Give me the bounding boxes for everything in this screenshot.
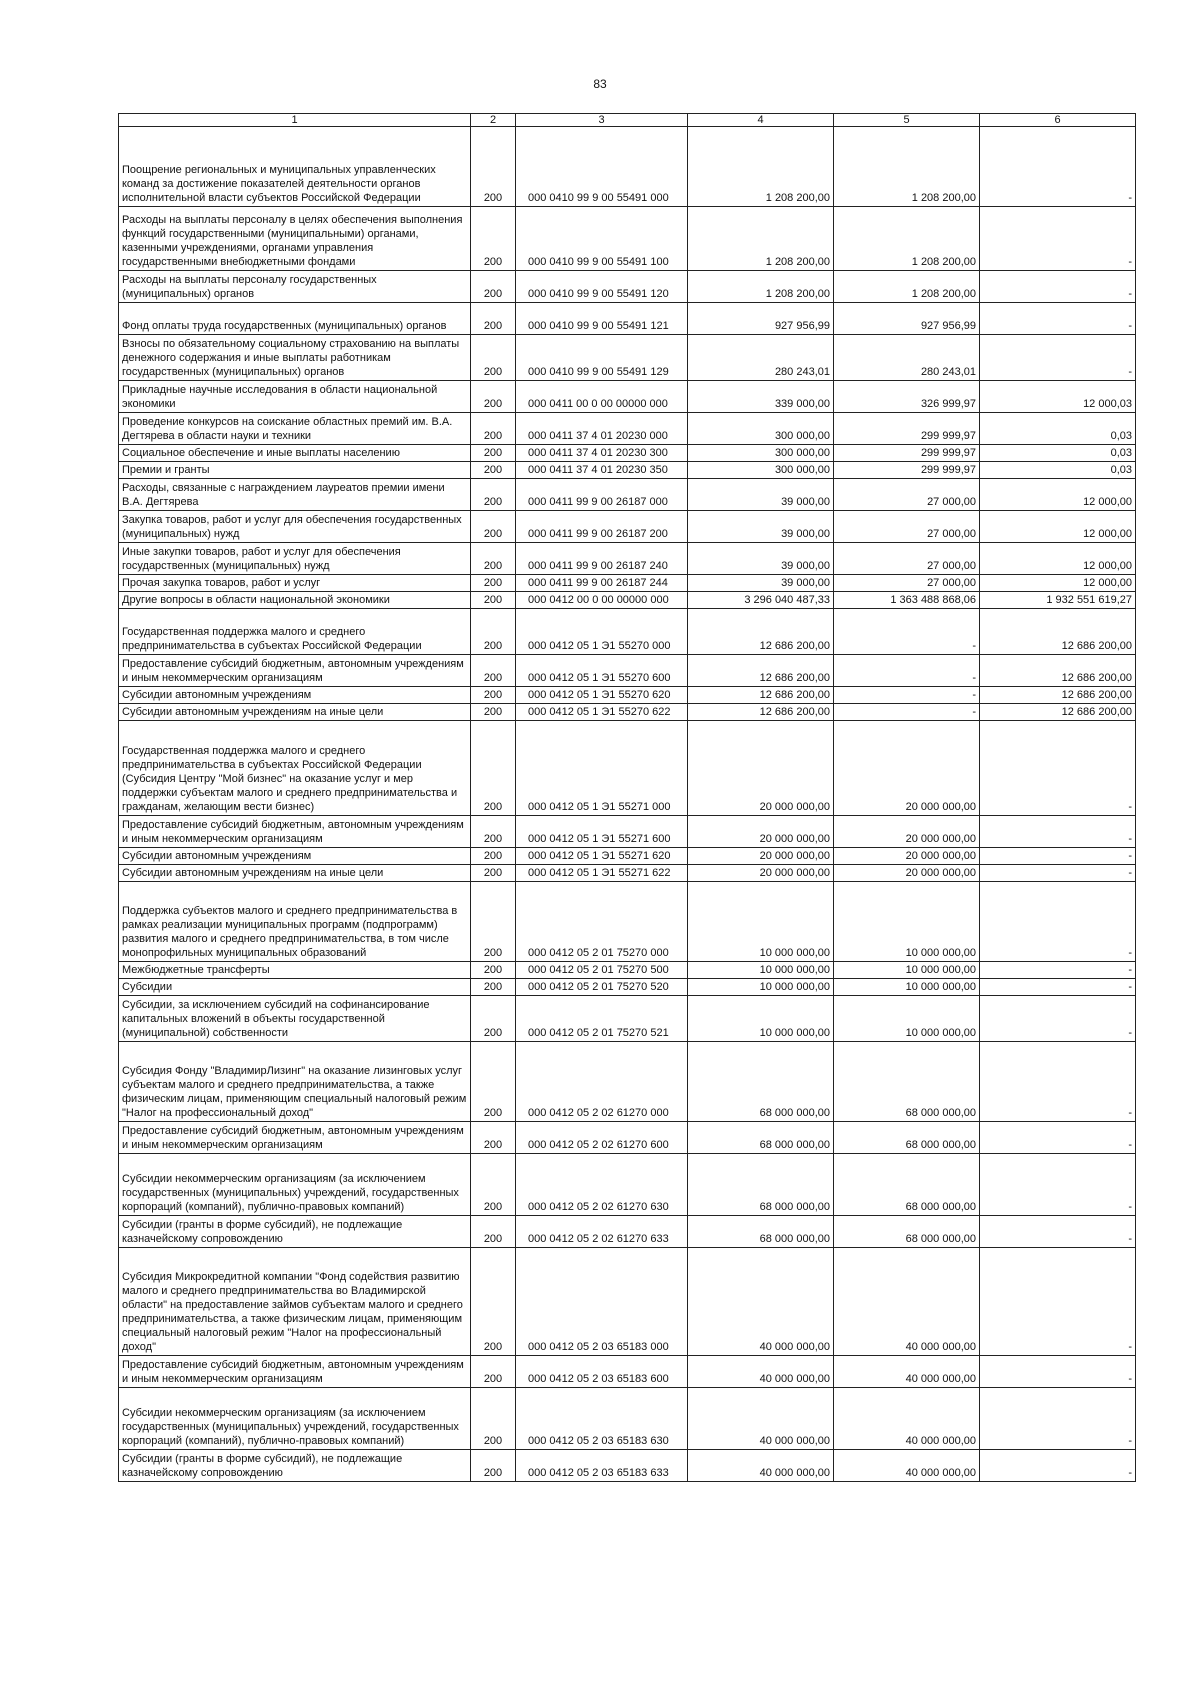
row-col4: 20 000 000,00	[688, 816, 834, 848]
table-row	[119, 592, 1136, 609]
row-col5: 27 000,00	[834, 543, 980, 575]
row-name: Поощрение региональных и муниципальных управленческих команд за достижение показателей деятельности органов исполнительной власти субъектов Российской Федерации	[119, 127, 471, 207]
row-col4: 20 000 000,00	[688, 721, 834, 816]
row-code: 200	[471, 882, 516, 962]
row-kbk: 000 0411 99 9 00 26187 200	[516, 511, 688, 543]
row-col6: -	[980, 1216, 1136, 1248]
row-code: 200	[471, 609, 516, 655]
row-col5: 27 000,00	[834, 479, 980, 511]
table-row	[119, 655, 1136, 687]
row-name: Предоставление субсидий бюджетным, автономным учреждениям и иным некоммерческим организациям	[119, 1356, 471, 1388]
row-col5: 20 000 000,00	[834, 816, 980, 848]
row-col4: 39 000,00	[688, 575, 834, 592]
row-col6: -	[980, 127, 1136, 207]
row-name: Поддержка субъектов малого и среднего предпринимательства в рамках реализации муниципальных программ (подпрограмм) развития малого и среднего предпринимательства, в том числе монопрофильных муниципальных образований	[119, 882, 471, 962]
row-name: Премии и гранты	[119, 462, 471, 479]
row-name: Расходы на выплаты персоналу государственных (муниципальных) органов	[119, 271, 471, 303]
row-kbk: 000 0412 05 2 01 75270 521	[516, 996, 688, 1042]
row-col4: 68 000 000,00	[688, 1122, 834, 1154]
column-header: 6	[980, 114, 1136, 127]
row-col6: 1 932 551 619,27	[980, 592, 1136, 609]
row-col4: 3 296 040 487,33	[688, 592, 834, 609]
row-col5: -	[834, 655, 980, 687]
row-col6: -	[980, 816, 1136, 848]
table-row	[119, 1122, 1136, 1154]
row-name: Субсидии некоммерческим организациям (за исключением государственных (муниципальных) учреждений, государственных корпораций (компаний), публично-правовых компаний)	[119, 1388, 471, 1450]
row-col4: 10 000 000,00	[688, 962, 834, 979]
row-col6: 12 686 200,00	[980, 609, 1136, 655]
row-kbk: 000 0412 05 1 Э1 55270 600	[516, 655, 688, 687]
row-code: 200	[471, 207, 516, 271]
row-name: Предоставление субсидий бюджетным, автономным учреждениям и иным некоммерческим организациям	[119, 1122, 471, 1154]
row-name: Субсидии автономным учреждениям	[119, 848, 471, 865]
row-col6: -	[980, 335, 1136, 381]
row-code: 200	[471, 655, 516, 687]
table-row	[119, 1356, 1136, 1388]
page-number: 83	[593, 77, 607, 91]
table-row	[119, 609, 1136, 655]
row-name: Расходы, связанные с награждением лауреатов премии имени В.А. Дегтярева	[119, 479, 471, 511]
row-col5: 20 000 000,00	[834, 848, 980, 865]
column-header: 5	[834, 114, 980, 127]
table-row	[119, 1216, 1136, 1248]
table-row	[119, 335, 1136, 381]
column-header: 3	[516, 114, 688, 127]
row-name: Прочая закупка товаров, работ и услуг	[119, 575, 471, 592]
row-code: 200	[471, 381, 516, 413]
row-kbk: 000 0411 99 9 00 26187 244	[516, 575, 688, 592]
row-col6: 12 000,03	[980, 381, 1136, 413]
row-col6: -	[980, 271, 1136, 303]
row-code: 200	[471, 721, 516, 816]
row-col5: 68 000 000,00	[834, 1042, 980, 1122]
row-name: Фонд оплаты труда государственных (муниципальных) органов	[119, 303, 471, 335]
row-col5: -	[834, 704, 980, 721]
table-row	[119, 303, 1136, 335]
row-name: Межбюджетные трансферты	[119, 962, 471, 979]
row-col5: 299 999,97	[834, 413, 980, 445]
row-col5: 68 000 000,00	[834, 1122, 980, 1154]
table-row	[119, 127, 1136, 207]
row-code: 200	[471, 816, 516, 848]
row-col4: 40 000 000,00	[688, 1248, 834, 1356]
row-kbk: 000 0410 99 9 00 55491 129	[516, 335, 688, 381]
row-col6: 12 686 200,00	[980, 655, 1136, 687]
row-col5: 280 243,01	[834, 335, 980, 381]
row-col4: 10 000 000,00	[688, 996, 834, 1042]
row-name: Закупка товаров, работ и услуг для обеспечения государственных (муниципальных) нужд	[119, 511, 471, 543]
row-col6: -	[980, 721, 1136, 816]
row-col4: 12 686 200,00	[688, 687, 834, 704]
row-kbk: 000 0412 05 2 03 65183 000	[516, 1248, 688, 1356]
table-row	[119, 207, 1136, 271]
row-col5: 20 000 000,00	[834, 865, 980, 882]
row-col4: 12 686 200,00	[688, 704, 834, 721]
row-col6: -	[980, 979, 1136, 996]
row-code: 200	[471, 575, 516, 592]
row-name: Субсидия Фонду "ВладимирЛизинг" на оказание лизинговых услуг субъектам малого и среднего предпринимательства, а также физическим лицам, применяющим специальный налоговый режим "Налог на профессиональный доход"	[119, 1042, 471, 1122]
row-code: 200	[471, 1388, 516, 1450]
row-kbk: 000 0412 05 2 01 75270 500	[516, 962, 688, 979]
row-col5: 1 363 488 868,06	[834, 592, 980, 609]
row-col5: 299 999,97	[834, 445, 980, 462]
row-code: 200	[471, 479, 516, 511]
row-col4: 1 208 200,00	[688, 127, 834, 207]
table-row	[119, 962, 1136, 979]
row-col6: -	[980, 207, 1136, 271]
row-name: Предоставление субсидий бюджетным, автономным учреждениям и иным некоммерческим организациям	[119, 816, 471, 848]
row-code: 200	[471, 511, 516, 543]
row-kbk: 000 0412 05 2 01 75270 520	[516, 979, 688, 996]
table-row	[119, 271, 1136, 303]
row-col6: -	[980, 1042, 1136, 1122]
row-col4: 10 000 000,00	[688, 882, 834, 962]
row-col5: 27 000,00	[834, 511, 980, 543]
table-row	[119, 1248, 1136, 1356]
row-col4: 12 686 200,00	[688, 655, 834, 687]
row-code: 200	[471, 979, 516, 996]
row-col6: 12 686 200,00	[980, 704, 1136, 721]
table-row	[119, 413, 1136, 445]
row-kbk: 000 0412 05 2 03 65183 600	[516, 1356, 688, 1388]
row-col4: 1 208 200,00	[688, 207, 834, 271]
row-kbk: 000 0411 37 4 01 20230 350	[516, 462, 688, 479]
table-row	[119, 865, 1136, 882]
table-row	[119, 1154, 1136, 1216]
table-row	[119, 704, 1136, 721]
row-name: Субсидии автономным учреждениям	[119, 687, 471, 704]
column-header: 2	[471, 114, 516, 127]
row-col6: -	[980, 962, 1136, 979]
row-col6: -	[980, 1122, 1136, 1154]
row-kbk: 000 0412 05 2 02 61270 633	[516, 1216, 688, 1248]
row-col5: 1 208 200,00	[834, 207, 980, 271]
row-col6: -	[980, 882, 1136, 962]
table-row	[119, 511, 1136, 543]
row-col5: -	[834, 609, 980, 655]
row-col6: -	[980, 1450, 1136, 1482]
row-col6: 12 000,00	[980, 575, 1136, 592]
row-col5: 1 208 200,00	[834, 271, 980, 303]
row-code: 200	[471, 303, 516, 335]
row-code: 200	[471, 1154, 516, 1216]
table-row	[119, 996, 1136, 1042]
table-row	[119, 1450, 1136, 1482]
row-col6: -	[980, 1388, 1136, 1450]
row-col5: 927 956,99	[834, 303, 980, 335]
row-col5: 1 208 200,00	[834, 127, 980, 207]
row-code: 200	[471, 445, 516, 462]
row-col5: 299 999,97	[834, 462, 980, 479]
row-col4: 40 000 000,00	[688, 1450, 834, 1482]
row-col6: 12 000,00	[980, 543, 1136, 575]
table-row	[119, 381, 1136, 413]
row-col5: 40 000 000,00	[834, 1248, 980, 1356]
row-col5: 68 000 000,00	[834, 1154, 980, 1216]
row-col6: -	[980, 865, 1136, 882]
table-row	[119, 816, 1136, 848]
row-name: Субсидии некоммерческим организациям (за исключением государственных (муниципальных) учреждений, государственных корпораций (компаний), публично-правовых компаний)	[119, 1154, 471, 1216]
row-col5: 20 000 000,00	[834, 721, 980, 816]
row-col6: 12 686 200,00	[980, 687, 1136, 704]
header-row	[119, 114, 1136, 127]
row-col4: 300 000,00	[688, 413, 834, 445]
row-col4: 20 000 000,00	[688, 848, 834, 865]
row-kbk: 000 0412 05 1 Э1 55270 620	[516, 687, 688, 704]
row-col6: -	[980, 1356, 1136, 1388]
row-kbk: 000 0410 99 9 00 55491 100	[516, 207, 688, 271]
row-col4: 68 000 000,00	[688, 1216, 834, 1248]
row-code: 200	[471, 687, 516, 704]
row-kbk: 000 0410 99 9 00 55491 121	[516, 303, 688, 335]
row-name: Иные закупки товаров, работ и услуг для обеспечения государственных (муниципальных) нужд	[119, 543, 471, 575]
row-col4: 39 000,00	[688, 543, 834, 575]
table-row	[119, 882, 1136, 962]
row-name: Субсидии (гранты в форме субсидий), не подлежащие казначейскому сопровождению	[119, 1216, 471, 1248]
table-row	[119, 848, 1136, 865]
row-kbk: 000 0412 05 1 Э1 55270 000	[516, 609, 688, 655]
row-kbk: 000 0412 05 2 02 61270 000	[516, 1042, 688, 1122]
row-kbk: 000 0412 05 2 02 61270 630	[516, 1154, 688, 1216]
row-kbk: 000 0411 37 4 01 20230 300	[516, 445, 688, 462]
row-kbk: 000 0412 00 0 00 00000 000	[516, 592, 688, 609]
row-name: Расходы на выплаты персоналу в целях обеспечения выполнения функций государственными (муниципальными) органами, казенными учреждениями, органами управления государственными внебюджетными фондами	[119, 207, 471, 271]
row-col4: 40 000 000,00	[688, 1356, 834, 1388]
row-col6: -	[980, 848, 1136, 865]
row-code: 200	[471, 865, 516, 882]
row-code: 200	[471, 543, 516, 575]
table-row	[119, 721, 1136, 816]
table-row	[119, 479, 1136, 511]
row-col4: 68 000 000,00	[688, 1154, 834, 1216]
row-code: 200	[471, 962, 516, 979]
row-name: Взносы по обязательному социальному страхованию на выплаты денежного содержания и иные выплаты работникам государственных (муниципальных) органов	[119, 335, 471, 381]
row-col5: 68 000 000,00	[834, 1216, 980, 1248]
row-col5: 326 999,97	[834, 381, 980, 413]
row-col4: 10 000 000,00	[688, 979, 834, 996]
row-code: 200	[471, 413, 516, 445]
row-name: Субсидии	[119, 979, 471, 996]
row-name: Государственная поддержка малого и среднего предпринимательства в субъектах Российской Федерации	[119, 609, 471, 655]
row-code: 200	[471, 127, 516, 207]
row-name: Субсидии (гранты в форме субсидий), не подлежащие казначейскому сопровождению	[119, 1450, 471, 1482]
row-kbk: 000 0412 05 2 01 75270 000	[516, 882, 688, 962]
table-row	[119, 979, 1136, 996]
table-row	[119, 575, 1136, 592]
table-row	[119, 543, 1136, 575]
row-col4: 40 000 000,00	[688, 1388, 834, 1450]
row-col5: 40 000 000,00	[834, 1388, 980, 1450]
budget-table	[118, 113, 1136, 1482]
row-code: 200	[471, 996, 516, 1042]
row-col4: 927 956,99	[688, 303, 834, 335]
row-col6: 12 000,00	[980, 511, 1136, 543]
row-col5: 40 000 000,00	[834, 1450, 980, 1482]
row-col4: 300 000,00	[688, 462, 834, 479]
row-col4: 12 686 200,00	[688, 609, 834, 655]
table-row	[119, 445, 1136, 462]
row-col4: 39 000,00	[688, 479, 834, 511]
row-name: Субсидия Микрокредитной компании "Фонд содействия развитию малого и среднего предпринимательства во Владимирской области" на предоставление займов субъектам малого и среднего предпринимательства, а также физическим лицам, применяющим специальный налоговый режим "Налог на профессиональный доход"	[119, 1248, 471, 1356]
row-kbk: 000 0412 05 1 Э1 55271 000	[516, 721, 688, 816]
row-kbk: 000 0412 05 1 Э1 55270 622	[516, 704, 688, 721]
row-col6: -	[980, 1248, 1136, 1356]
row-col5: -	[834, 687, 980, 704]
column-header: 4	[688, 114, 834, 127]
row-kbk: 000 0412 05 1 Э1 55271 620	[516, 848, 688, 865]
row-kbk: 000 0411 00 0 00 00000 000	[516, 381, 688, 413]
row-kbk: 000 0412 05 2 02 61270 600	[516, 1122, 688, 1154]
row-kbk: 000 0412 05 1 Э1 55271 600	[516, 816, 688, 848]
row-col6: 0,03	[980, 445, 1136, 462]
row-code: 200	[471, 1356, 516, 1388]
row-code: 200	[471, 592, 516, 609]
row-col4: 39 000,00	[688, 511, 834, 543]
row-col5: 10 000 000,00	[834, 882, 980, 962]
row-code: 200	[471, 1248, 516, 1356]
table-row	[119, 462, 1136, 479]
row-col6: -	[980, 1154, 1136, 1216]
row-name: Предоставление субсидий бюджетным, автономным учреждениям и иным некоммерческим организациям	[119, 655, 471, 687]
row-name: Субсидии автономным учреждениям на иные цели	[119, 704, 471, 721]
row-col4: 339 000,00	[688, 381, 834, 413]
row-kbk: 000 0412 05 1 Э1 55271 622	[516, 865, 688, 882]
row-code: 200	[471, 335, 516, 381]
row-kbk: 000 0412 05 2 03 65183 633	[516, 1450, 688, 1482]
row-code: 200	[471, 271, 516, 303]
row-col6: -	[980, 303, 1136, 335]
row-kbk: 000 0411 99 9 00 26187 000	[516, 479, 688, 511]
table-row	[119, 1388, 1136, 1450]
row-kbk: 000 0411 37 4 01 20230 000	[516, 413, 688, 445]
row-name: Прикладные научные исследования в области национальной экономики	[119, 381, 471, 413]
row-kbk: 000 0412 05 2 03 65183 630	[516, 1388, 688, 1450]
row-col4: 68 000 000,00	[688, 1042, 834, 1122]
row-name: Проведение конкурсов на соискание областных премий им. В.А. Дегтярева в области науки и техники	[119, 413, 471, 445]
row-col5: 10 000 000,00	[834, 962, 980, 979]
row-name: Субсидии автономным учреждениям на иные цели	[119, 865, 471, 882]
row-kbk: 000 0410 99 9 00 55491 000	[516, 127, 688, 207]
row-code: 200	[471, 704, 516, 721]
row-code: 200	[471, 1122, 516, 1154]
row-col5: 10 000 000,00	[834, 996, 980, 1042]
row-kbk: 000 0411 99 9 00 26187 240	[516, 543, 688, 575]
row-col6: 12 000,00	[980, 479, 1136, 511]
row-col6: -	[980, 996, 1136, 1042]
row-col4: 1 208 200,00	[688, 271, 834, 303]
table-row	[119, 687, 1136, 704]
row-col6: 0,03	[980, 413, 1136, 445]
row-col5: 10 000 000,00	[834, 979, 980, 996]
row-col5: 40 000 000,00	[834, 1356, 980, 1388]
row-code: 200	[471, 848, 516, 865]
row-code: 200	[471, 1216, 516, 1248]
row-col5: 27 000,00	[834, 575, 980, 592]
row-kbk: 000 0410 99 9 00 55491 120	[516, 271, 688, 303]
row-name: Государственная поддержка малого и среднего предпринимательства в субъектах Российской Федерации (Субсидия Центру "Мой бизнес" на оказание услуг и мер поддержки субъектам малого и среднего предпринимательства и гражданам, желающим вести бизнес)	[119, 721, 471, 816]
row-name: Социальное обеспечение и иные выплаты населению	[119, 445, 471, 462]
row-col6: 0,03	[980, 462, 1136, 479]
row-name: Субсидии, за исключением субсидий на софинансирование капитальных вложений в объекты государственной (муниципальной) собственности	[119, 996, 471, 1042]
row-col4: 20 000 000,00	[688, 865, 834, 882]
row-name: Другие вопросы в области национальной экономики	[119, 592, 471, 609]
row-code: 200	[471, 462, 516, 479]
row-code: 200	[471, 1450, 516, 1482]
row-code: 200	[471, 1042, 516, 1122]
row-col4: 280 243,01	[688, 335, 834, 381]
column-header: 1	[119, 114, 471, 127]
row-col4: 300 000,00	[688, 445, 834, 462]
table-row	[119, 1042, 1136, 1122]
